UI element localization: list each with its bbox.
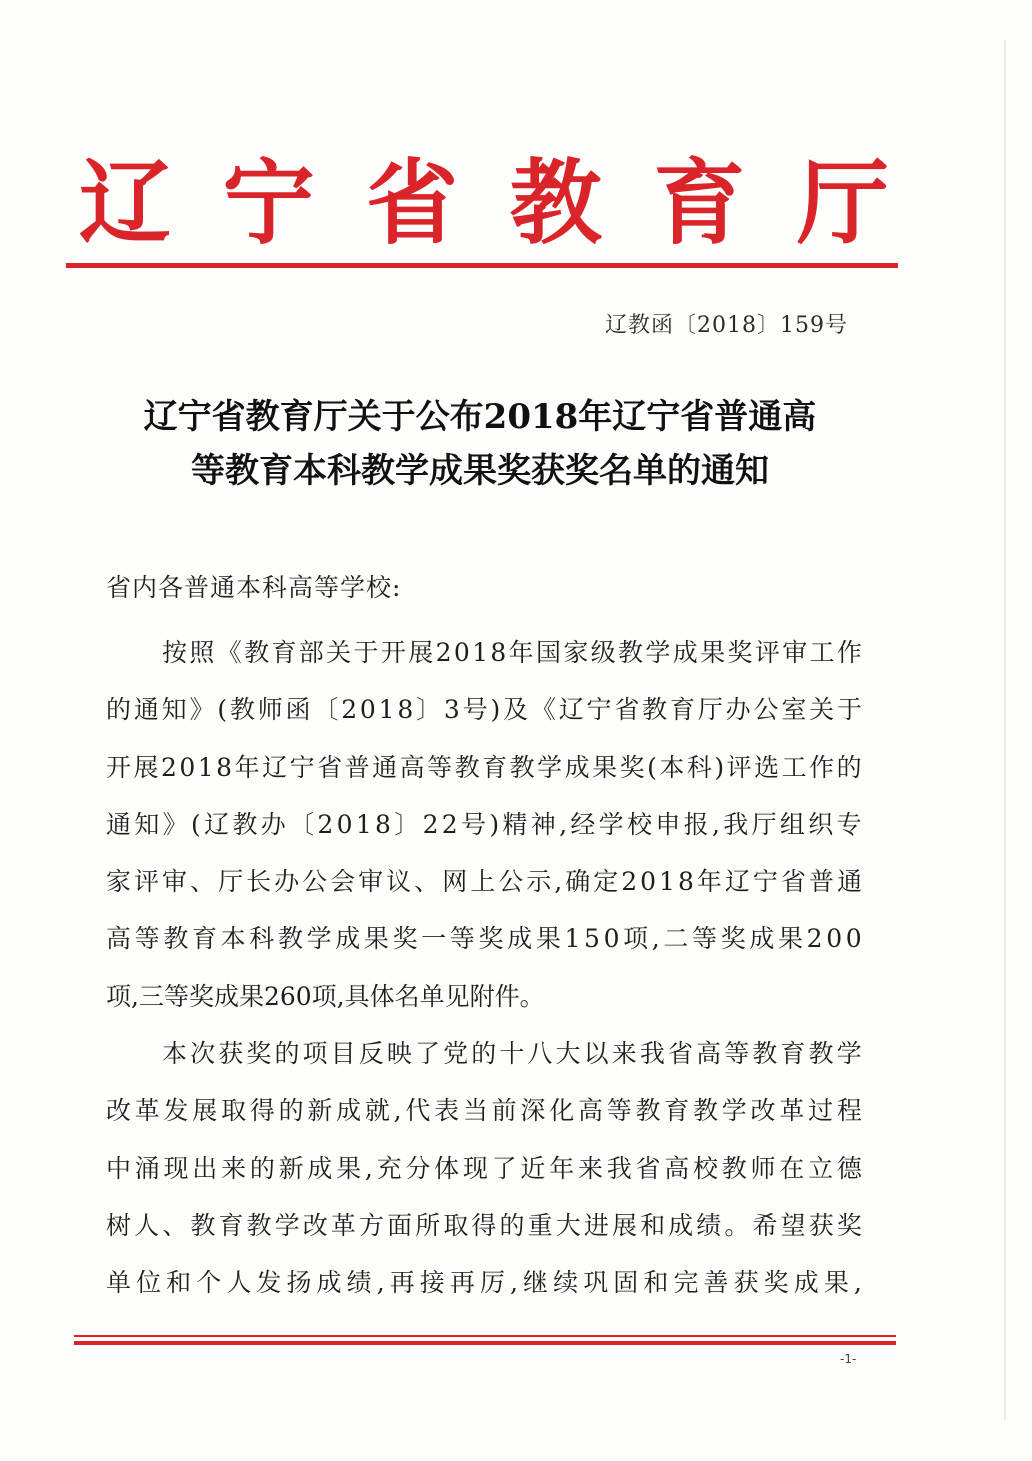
header-divider <box>66 263 898 268</box>
page-number: -1- <box>840 1352 857 1366</box>
agency-char: 育 <box>653 149 746 257</box>
agency-header <box>70 148 898 258</box>
agency-char: 厅 <box>796 149 889 257</box>
title-line: 辽宁省教育厅关于公布2018年辽宁省普通高 <box>143 397 817 437</box>
agency-char: 辽 <box>78 149 171 257</box>
agency-char: 省 <box>366 149 459 257</box>
paragraph-line: 中 涌 现 出 来 的 新 成 果 , 充 分 体 现 了 近 年 来 我 省 高 校 教 师 在 立 德 <box>106 1153 862 1183</box>
document-title <box>100 390 860 498</box>
paragraph-line: 项,三等奖成果260项,具体名单见附件。 <box>106 981 545 1011</box>
paragraph-line: 按 照 《 教 育 部 关 于 开 展 2 0 1 8 年 国 家 级 教 学 成 果 奖 评 审 工 作 <box>162 638 862 667</box>
paragraph-line: 本 次 获 奖 的 项 目 反 映 了 党 的 十 八 大 以 来 我 省 高 等 教 育 教 学 <box>162 1039 862 1069</box>
footer-divider-thin <box>74 1335 896 1337</box>
paragraph-line: 树 人 、 教 育 教 学 改 革 方 面 所 取 得 的 重 大 进 展 和 成 绩 。 希 望 获 奖 <box>106 1210 862 1240</box>
body-text <box>106 624 862 1312</box>
paragraph-line: 开 展 2 0 1 8 年 辽 宁 省 普 通 高 等 教 育 教 学 成 果 奖 ( 本 科 ) 评 选 工 作 的 <box>106 752 862 782</box>
agency-char: 宁 <box>222 149 315 257</box>
paragraph-line: 改 革 发 展 取 得 的 新 成 就 , 代 表 当 前 深 化 高 等 教 育 教 学 改 革 过 程 <box>106 1096 862 1126</box>
footer-divider-thick <box>74 1341 896 1345</box>
title-line: 等教育本科教学成果奖获奖名单的通知 <box>191 451 769 491</box>
salutation: 省内各普通本科高等学校: <box>106 573 402 602</box>
paragraph-line: 单 位 和 个 人 发 扬 成 绩 , 再 接 再 厉 , 继 续 巩 固 和 完 善 获 奖 成 果 , <box>106 1268 862 1298</box>
agency-char: 教 <box>509 149 602 257</box>
paragraph-line: 高 等 教 育 本 科 教 学 成 果 奖 一 等 奖 成 果 1 5 0 项 , 二 等 奖 成 果 2 0 0 <box>106 924 862 954</box>
document-number: 辽教函〔2018〕159号 <box>605 313 848 338</box>
scan-edge-shadow <box>1004 40 1006 1420</box>
paragraph-line: 的 通 知 》 ( 教 师 函 〔 2 0 1 8 〕 3 号 ) 及 《 辽 宁 省 教 育 厅 办 公 室 关 于 <box>106 695 862 725</box>
paragraph-line: 家 评 审 、 厅 长 办 公 会 审 议 、 网 上 公 示 , 确 定 2 0 1 8 年 辽 宁 省 普 通 <box>106 867 862 897</box>
paragraph-line: 通 知 》 ( 辽 教 办 〔 2 0 1 8 〕 2 2 号 ) 精 神 , 经 学 校 申 报 , 我 厅 组 织 专 <box>106 809 862 839</box>
